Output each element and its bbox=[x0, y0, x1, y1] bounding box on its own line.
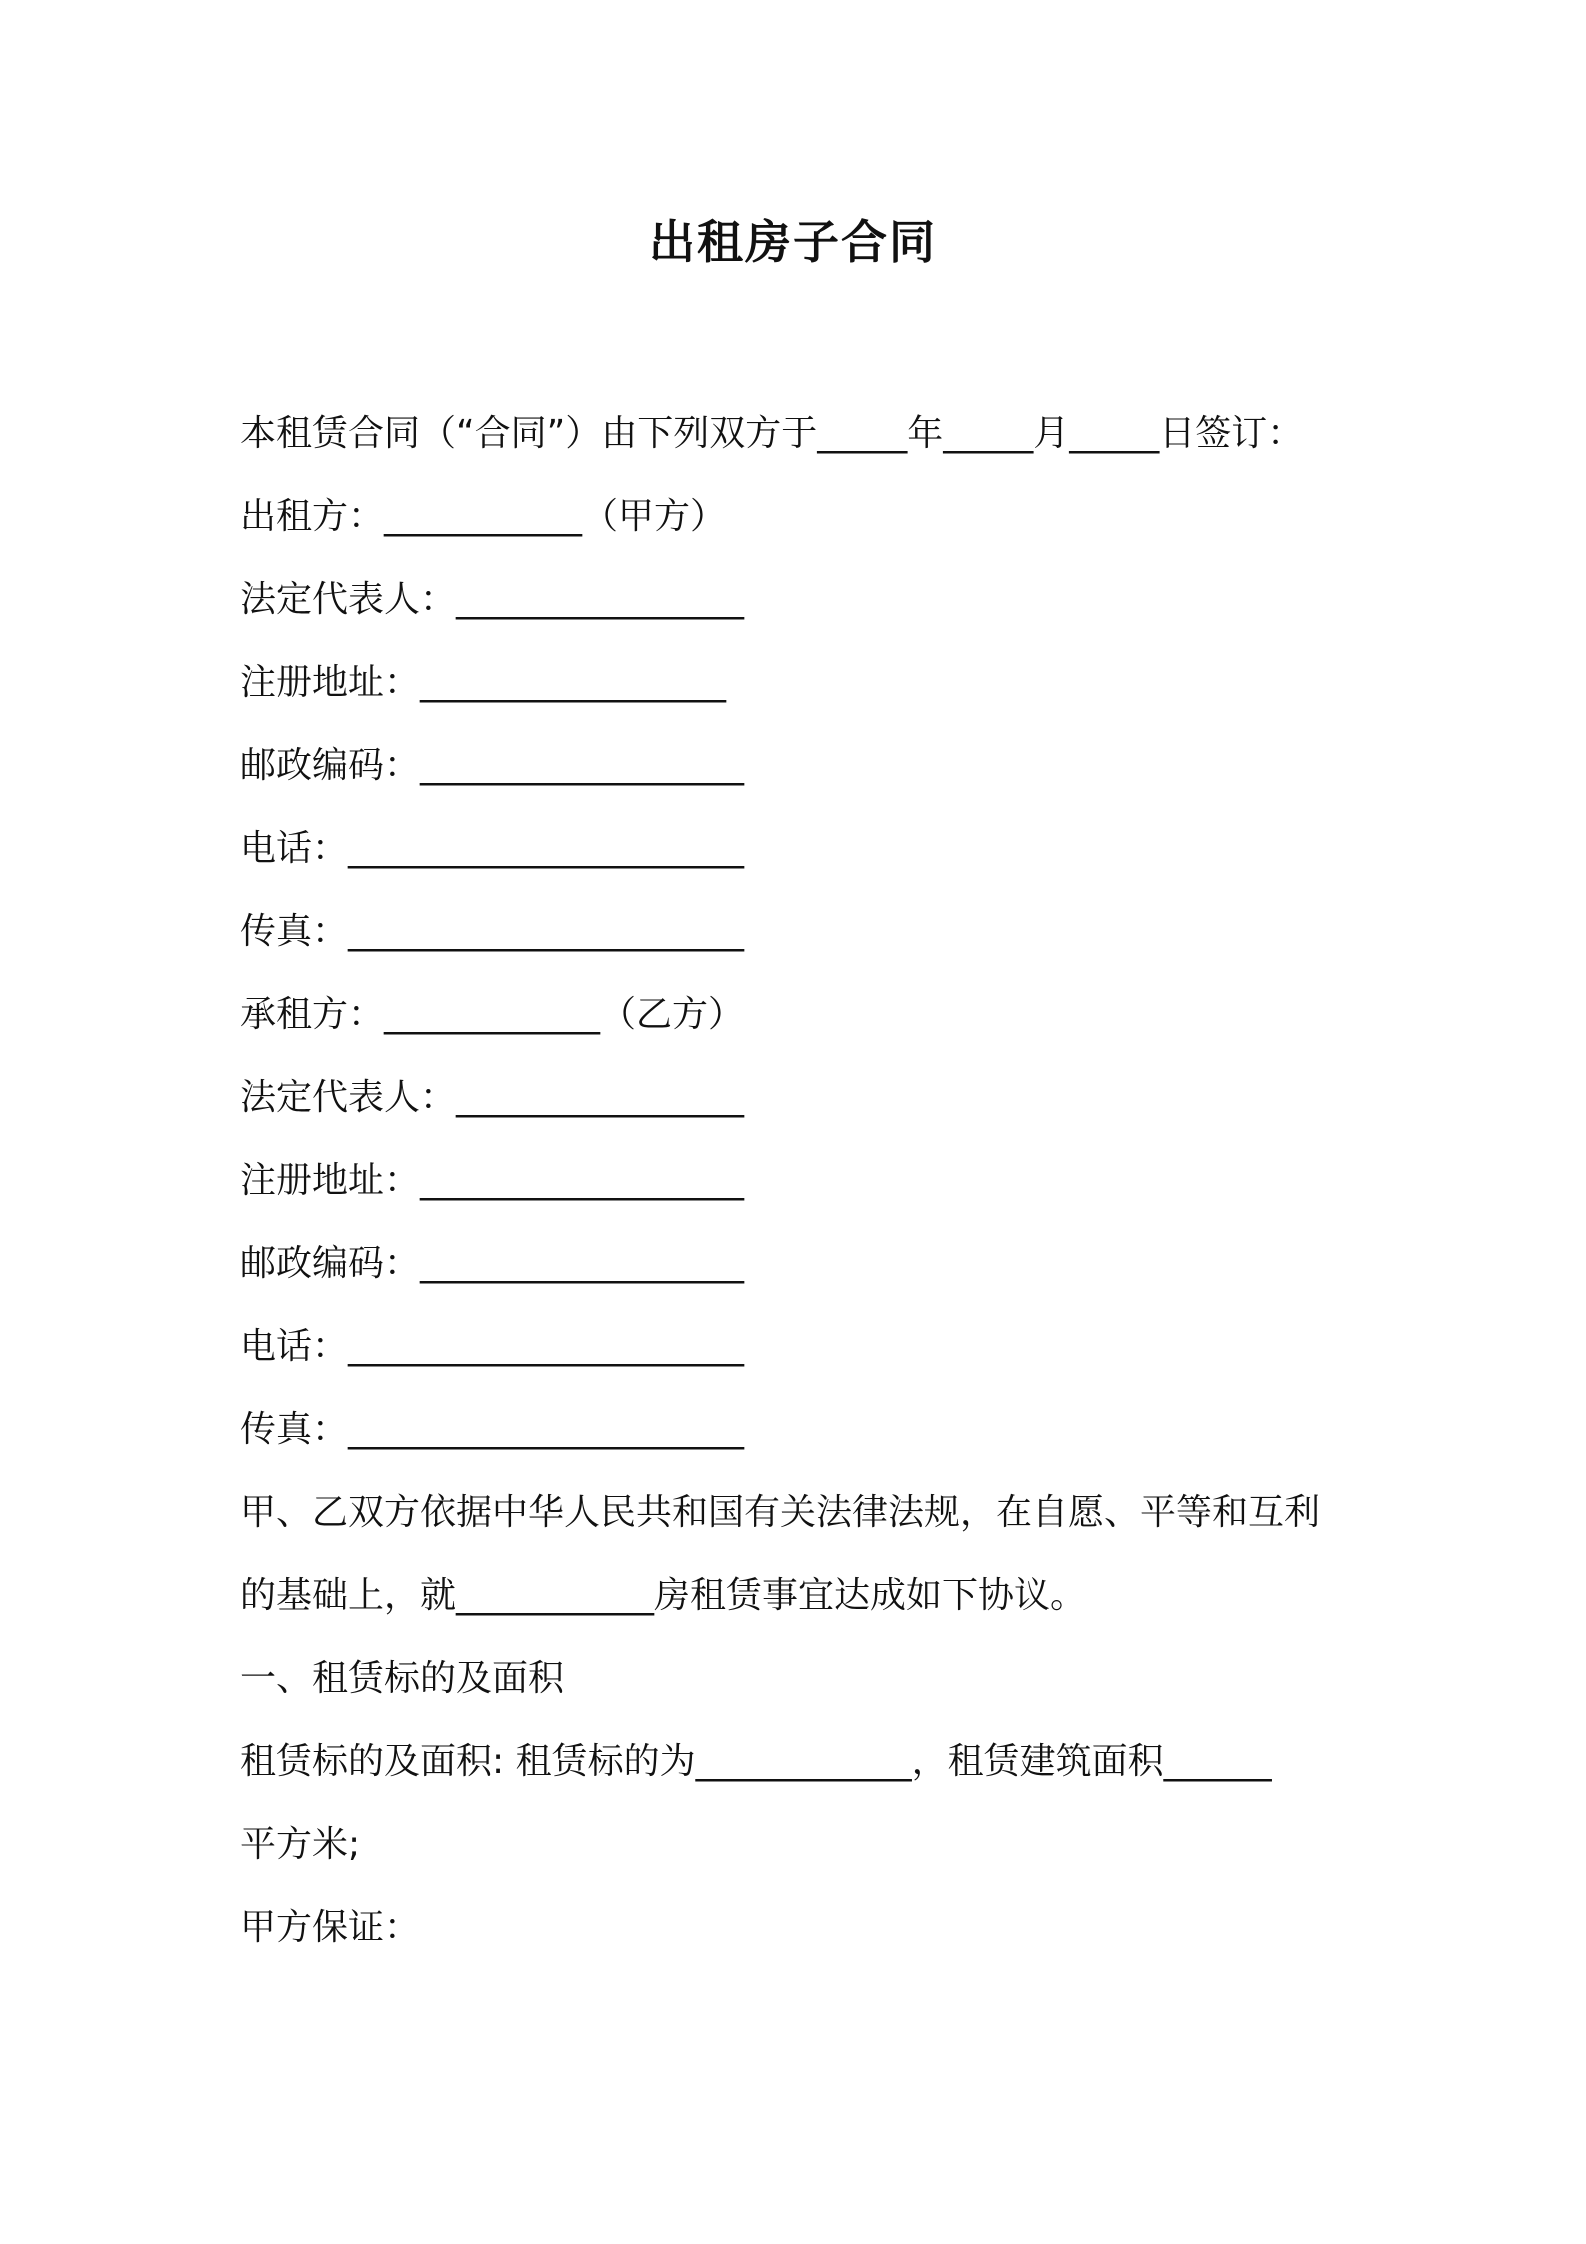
lessee-postcode-line: 邮政编码：__________________ bbox=[240, 1243, 745, 1284]
lessee-fax-line: 传真：______________________ bbox=[240, 1409, 745, 1450]
agreement-paragraph-line-2: 的基础上，就___________房租赁事宜达成如下协议。 bbox=[240, 1575, 1087, 1616]
lease-subject-line-2: 平方米; bbox=[240, 1824, 361, 1865]
contract-intro-line: 本租赁合同（“合同”）由下列双方于_____年_____月_____日签订： bbox=[240, 413, 1304, 454]
lessor-legal-rep-line: 法定代表人：________________ bbox=[240, 579, 745, 620]
section-heading-lease-subject: 一、租赁标的及面积 bbox=[240, 1658, 565, 1699]
lessee-legal-rep-line: 法定代表人：________________ bbox=[240, 1077, 745, 1118]
lessor-guarantee-line: 甲方保证： bbox=[240, 1907, 421, 1948]
lessee-address-line: 注册地址：__________________ bbox=[240, 1160, 745, 1201]
lease-subject-line-1: 租赁标的及面积: 租赁标的为____________，租赁建筑面积______ bbox=[240, 1741, 1272, 1782]
lessor-fax-line: 传真：______________________ bbox=[240, 911, 745, 952]
lessor-address-line: 注册地址：_________________ bbox=[240, 662, 727, 703]
lessor-phone-line: 电话：______________________ bbox=[240, 828, 745, 869]
lessee-phone-line: 电话：______________________ bbox=[240, 1326, 745, 1367]
lessor-postcode-line: 邮政编码：__________________ bbox=[240, 745, 745, 786]
lessor-line: 出租方：___________（甲方） bbox=[240, 496, 727, 537]
agreement-paragraph-line-1: 甲、乙双方依据中华人民共和国有关法律法规，在自愿、平等和互利 bbox=[240, 1492, 1321, 1533]
lessee-line: 承租方：____________（乙方） bbox=[240, 994, 745, 1035]
document-title: 出租房子合同 bbox=[649, 215, 937, 269]
